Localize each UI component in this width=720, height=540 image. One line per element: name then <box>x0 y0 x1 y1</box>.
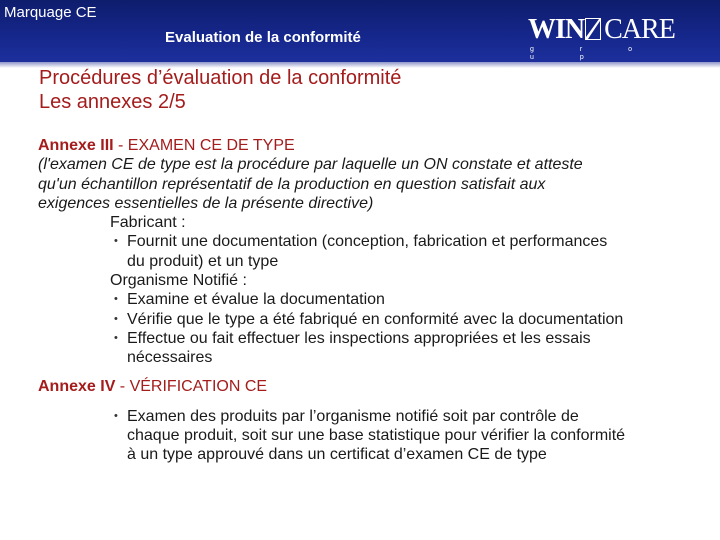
bullet-icon: • <box>114 293 118 306</box>
list-item-line: à un type approuvé dans un certificat d’examen CE de type <box>127 446 547 464</box>
slide-content <box>38 136 718 465</box>
list-item <box>110 407 718 465</box>
annex-3-dash: - <box>113 137 128 154</box>
wincare-logo <box>528 14 676 61</box>
annex-3-code: Annexe III <box>38 137 114 154</box>
page-title-line-1: Procédures d’évaluation de la conformité <box>39 67 402 89</box>
bullet-icon: • <box>114 235 118 248</box>
logo-tagline: g r o u p <box>530 46 655 61</box>
section-label: Marquage CE <box>4 4 97 21</box>
page-title <box>39 66 401 114</box>
notified-body-label: Organisme Notifié : <box>110 272 247 290</box>
bullet-icon: • <box>114 331 118 344</box>
annex-3-name: EXAMEN CE DE TYPE <box>127 137 295 154</box>
manufacturer-label: Fabricant : <box>110 214 186 232</box>
list-item-line: chaque produit, soit sur une base statistique pour vérifier la conformité <box>127 427 626 445</box>
list-item <box>110 290 718 309</box>
list-item-line: Examine et évalue la documentation <box>127 291 385 309</box>
list-item-line: Fournit une documentation (conception, fabrication et performances <box>127 233 608 251</box>
annex-4-code: Annexe IV <box>38 377 116 395</box>
spacer <box>38 368 718 377</box>
annex-3-definition-line: (l'examen CE de type est la procédure par laquelle un ON constate et atteste <box>38 156 583 174</box>
list-item-line: nécessaires <box>127 349 213 367</box>
page-title-line-2: Les annexes 2/5 <box>39 91 186 113</box>
list-item-line: Effectue ou fait effectuer les inspections appropriées et les essais <box>127 329 591 347</box>
annex-3-definition-line: qu'un échantillon représentatif de la production en question satisfait aux <box>38 175 546 193</box>
list-item <box>110 329 718 368</box>
annex-4-heading <box>38 377 718 396</box>
annex-3-definition-line: exigences essentielles de la présente directive) <box>38 194 374 212</box>
list-item <box>110 232 718 271</box>
list-item-line: du produit) et un type <box>127 252 279 270</box>
logo-wordmark <box>528 16 675 44</box>
list-item-line: Vérifie que le type a été fabriqué en conformité avec la documentation <box>127 310 624 328</box>
spacer <box>38 396 718 407</box>
logo-slash-icon <box>585 18 601 40</box>
logo-word-right: CARE <box>604 14 675 45</box>
list-item-line: Examen des produits par l’organisme notifié soit par contrôle de <box>127 407 579 425</box>
list-item <box>110 310 718 329</box>
logo-word-left: WIN <box>528 14 585 45</box>
annex-4-dash: - <box>115 377 130 395</box>
annex-4-name: VÉRIFICATION CE <box>129 377 268 395</box>
bullet-icon: • <box>114 312 118 325</box>
annex-3-heading <box>38 136 718 155</box>
header-subtitle: Evaluation de la conformité <box>165 29 361 46</box>
bullet-icon: • <box>114 409 118 422</box>
annex-3-definition <box>38 155 718 213</box>
